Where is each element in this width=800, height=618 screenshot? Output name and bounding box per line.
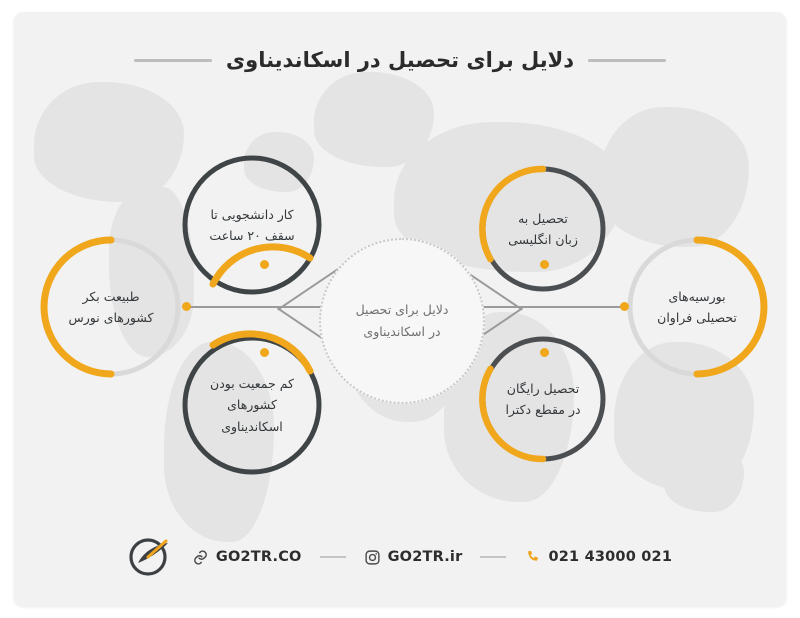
connector-right — [474, 306, 624, 308]
node-label-line2: تحصیلی فراوان — [657, 310, 737, 325]
center-hub-line1: دلایل برای تحصیل — [355, 302, 449, 318]
center-hub — [319, 238, 485, 404]
node-student-work-hours[interactable] — [177, 150, 327, 300]
node-label — [622, 232, 772, 382]
footer-instagram[interactable] — [364, 549, 463, 566]
title-text: دلایل برای تحصیل در اسکاندیناوی — [225, 48, 575, 72]
junction-dot-left — [182, 302, 191, 311]
node-label-line2: در مقطع دکترا — [505, 402, 581, 417]
junction-dot-upper-right — [540, 260, 549, 269]
node-label — [177, 150, 327, 300]
title-rule-right — [134, 59, 212, 62]
node-label-line2: کشورهای — [227, 397, 277, 413]
node-low-population[interactable] — [177, 330, 327, 480]
junction-dot-lower-right — [540, 348, 549, 357]
node-label-line1: کار دانشجویی تا — [210, 206, 294, 222]
footer-website-text: GO2TR.CO — [215, 549, 302, 565]
phone-icon — [524, 549, 541, 566]
node-label-line1: طبیعت بکر — [82, 288, 140, 304]
center-hub-text — [356, 299, 449, 343]
link-icon — [192, 549, 209, 566]
node-label-line2: سقف ۲۰ ساعت — [209, 228, 295, 243]
footer-phone-text: 021 43000 021 — [548, 549, 673, 565]
junction-dot-lower-left — [260, 348, 269, 357]
junction-dot-upper-left — [260, 260, 269, 269]
infographic-card — [14, 12, 786, 606]
footer-separator-1 — [320, 556, 346, 558]
page-title — [14, 38, 786, 82]
brand-logo — [128, 537, 174, 577]
node-label-line1: تحصیل رایگان — [506, 380, 580, 396]
footer-contact-bar — [14, 534, 786, 580]
node-label — [36, 232, 186, 382]
footer-separator-2 — [480, 556, 506, 558]
logo-icon — [128, 537, 174, 577]
node-label-line2: زبان انگلیسی — [508, 232, 578, 247]
node-label — [177, 330, 327, 480]
node-label-line2: کشورهای نورس — [68, 310, 154, 325]
node-label — [476, 162, 610, 296]
footer-website[interactable] — [192, 549, 302, 566]
node-label-line3: اسکاندیناوی — [221, 418, 283, 434]
node-label-line1: بورسیه‌های — [668, 288, 726, 304]
node-label-line1: تحصیل به — [518, 210, 568, 226]
node-study-in-english[interactable] — [476, 162, 610, 296]
node-many-scholarships[interactable] — [622, 232, 772, 382]
footer-instagram-text: GO2TR.ir — [387, 549, 463, 565]
footer-phone[interactable] — [524, 549, 672, 566]
title-rule-left — [588, 59, 666, 62]
junction-dot-right — [620, 302, 629, 311]
node-label-line1: کم جمعیت بودن — [210, 376, 294, 392]
connector-left — [186, 306, 326, 308]
instagram-icon — [364, 549, 381, 566]
node-pristine-nature[interactable] — [36, 232, 186, 382]
center-hub-line2: در اسکاندیناوی — [363, 324, 441, 339]
